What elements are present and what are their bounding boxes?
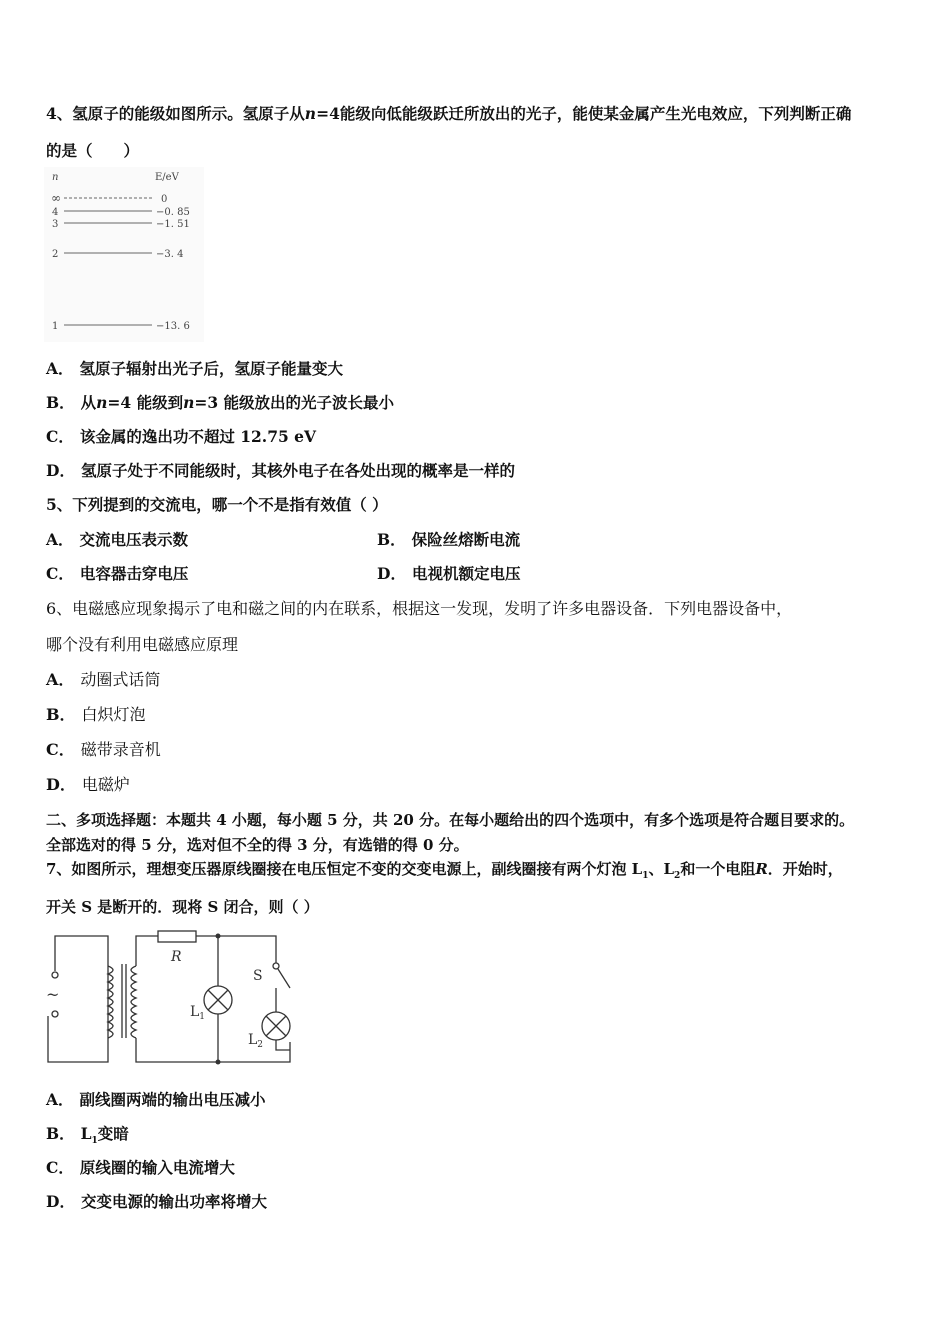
q6-option-a[interactable]: A． 动圈式话筒 xyxy=(46,670,161,689)
q7-option-d[interactable]: D． 交变电源的输出功率将增大 xyxy=(46,1192,267,1211)
secondary-bottom-wire xyxy=(136,1038,290,1062)
section2-heading-line2: 全部选对的得 5 分，选对但不全的得 3 分，有选错的得 0 分。 xyxy=(46,836,469,854)
section2-heading-line1: 二、多项选择题：本题共 4 小题，每小题 5 分，共 20 分。在每小题给出的四个选项中，有多个选项是符合题目要求的。 xyxy=(46,811,855,829)
q4-stem-line2: 的是（ ） xyxy=(46,141,140,160)
level-4-n: 4 xyxy=(52,207,59,218)
primary-coil xyxy=(108,966,113,1038)
q4-option-d[interactable]: D． 氢原子处于不同能级时，其核外电子在各处出现的概率是一样的 xyxy=(46,461,515,480)
level-1-n: 1 xyxy=(52,321,59,332)
lamp-l1-label: $L_1$ xyxy=(190,1004,206,1022)
q6-stem-line1: 6、电磁感应现象揭示了电和磁之间的内在联系，根据这一发现，发明了许多电器设备．下列电器设备中， xyxy=(46,599,793,618)
resistor-label: R xyxy=(171,949,182,965)
source-terminal-top xyxy=(52,972,58,978)
level-3-n: 3 xyxy=(52,219,59,230)
lamp-l2-label: $L_2$ xyxy=(248,1032,264,1050)
level-inf-n: ∞ xyxy=(51,191,61,205)
q7-option-c[interactable]: C． 原线圈的输入电流增大 xyxy=(46,1158,235,1177)
q4-option-a[interactable]: A． 氢原子辐射出光子后，氢原子能量变大 xyxy=(46,359,344,378)
resistor xyxy=(158,931,196,942)
q6-option-c[interactable]: C． 磁带录音机 xyxy=(46,740,161,759)
level-2-e: −3. 4 xyxy=(156,249,184,260)
secondary-top-wire-right xyxy=(196,936,276,966)
secondary-top-wire-left xyxy=(136,936,158,966)
source-terminal-bottom xyxy=(52,1011,58,1017)
q5-stem: 5、下列提到的交流电，哪一个不是指有效值（ ） xyxy=(46,495,388,514)
diagram-e-header: E/eV xyxy=(155,172,179,183)
q5-option-d[interactable]: D． 电视机额定电压 xyxy=(377,564,521,583)
q6-option-d[interactable]: D． 电磁炉 xyxy=(46,775,130,794)
level-inf-e: 0 xyxy=(161,194,168,205)
q4-option-c[interactable]: C． 该金属的逸出功不超过 12.75 eV xyxy=(46,427,317,446)
level-1-e: −13. 6 xyxy=(156,321,190,332)
energy-level-diagram xyxy=(44,167,204,342)
l2-wire-bottom xyxy=(276,1040,290,1050)
diagram-n-header: n xyxy=(52,172,59,183)
q7-option-a[interactable]: A． 副线圈两端的输出电压减小 xyxy=(46,1090,266,1109)
q6-stem-line2: 哪个没有利用电磁感应原理 xyxy=(46,635,239,654)
q5-option-a[interactable]: A． 交流电压表示数 xyxy=(46,530,189,549)
q5-option-b[interactable]: B． 保险丝熔断电流 xyxy=(377,530,521,549)
transformer-circuit-diagram xyxy=(40,926,300,1066)
secondary-coil xyxy=(131,966,136,1038)
switch-label: S xyxy=(253,968,263,984)
q7-stem-line2: 开关 S 是断开的．现将 S 闭合，则（ ） xyxy=(46,898,319,916)
ac-source-symbol: ~ xyxy=(46,985,60,1004)
q7-option-b[interactable]: B． $L_1$变暗 xyxy=(46,1124,129,1147)
level-2-n: 2 xyxy=(52,249,59,260)
switch-contact xyxy=(273,963,279,969)
junction-top xyxy=(216,934,221,939)
junction-bottom xyxy=(216,1060,221,1065)
q6-option-b[interactable]: B． 白炽灯泡 xyxy=(46,705,146,724)
q5-option-c[interactable]: C． 电容器击穿电压 xyxy=(46,564,189,583)
switch-blade xyxy=(278,969,290,988)
q4-stem-line1: 4、氢原子的能级如图所示。氢原子从n=4能级向低能级跃迁所放出的光子，能使某金属产生光电效应，下列判断正确 xyxy=(46,104,852,123)
level-3-e: −1. 51 xyxy=(156,219,190,230)
q4-option-b[interactable]: B． 从n=4 能级到n=3 能级放出的光子波长最小 xyxy=(46,393,395,412)
q7-stem-line1: 7、如图所示，理想变压器原线圈接在电压恒定不变的交变电源上，副线圈接有两个灯泡 $L_1$、$L_2$和一个电阻R．开始时， xyxy=(46,860,843,881)
level-4-e: −0. 85 xyxy=(156,207,190,218)
